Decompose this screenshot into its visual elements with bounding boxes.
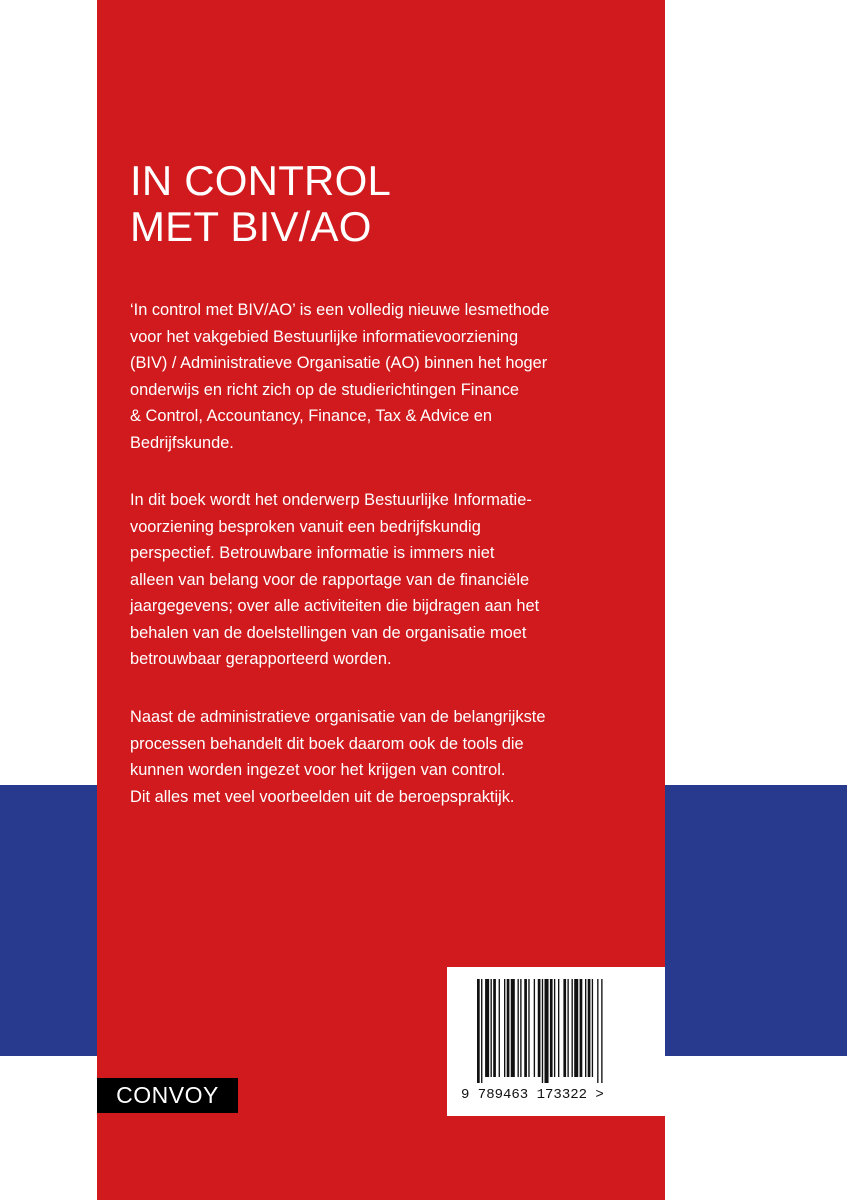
- barcode-box: [447, 967, 665, 1116]
- barcode-bar: [580, 979, 583, 1077]
- description-paragraph-3: Naast de administratieve organisatie van de belangrijkste processen behandelt dit boek daarom ook de tools die kunnen worden ingezet voor het krijgen van control. Dit alles met veel voorbeelden uit de beroepspraktijk.: [130, 708, 546, 806]
- barcode-bar: [524, 979, 527, 1077]
- book-title: [130, 158, 391, 250]
- barcode-bar: [574, 979, 578, 1077]
- barcode-bar: [485, 979, 489, 1077]
- barcode-bar: [499, 979, 500, 1077]
- barcode-bar: [558, 979, 559, 1077]
- publisher-logo: CONVOY: [97, 1078, 238, 1113]
- barcode-bar: [550, 979, 553, 1077]
- barcode-bar: [477, 979, 480, 1083]
- barcode-bar: [534, 979, 535, 1077]
- barcode-bar: [520, 979, 521, 1077]
- barcode-bar: [592, 979, 593, 1077]
- barcode-bar: [491, 979, 492, 1077]
- barcode-bar: [542, 979, 543, 1083]
- barcode-bar: [597, 979, 598, 1083]
- title-line-2: MET BIV/AO: [130, 203, 372, 250]
- barcode-bar: [563, 979, 566, 1077]
- barcode-bar: [585, 979, 586, 1077]
- barcode-bar: [518, 979, 519, 1077]
- barcode-bar: [507, 979, 510, 1077]
- barcode-bar: [511, 979, 515, 1077]
- barcode-bar: [493, 979, 496, 1077]
- barcode-bar: [601, 979, 602, 1083]
- barcode-bar: [567, 979, 568, 1077]
- barcode-bar: [504, 979, 505, 1077]
- barcode-bar: [588, 979, 591, 1077]
- barcode-icon: [477, 979, 637, 1083]
- description-paragraph-2: In dit boek wordt het onderwerp Bestuurlijke Informatie- voorziening besproken vanuit een bedrijfskundig perspectief. Betrouwbare informatie is immers niet alleen van belang voor de rapportage van de financiële jaargegevens; over alle activiteiten die bijdragen aan het behalen van de doelstellingen van de organisatie moet betrouwbaar gerapporteerd worden.: [130, 491, 540, 668]
- title-line-1: IN CONTROL: [130, 157, 392, 204]
- isbn-number: 9 789463 173322 >: [461, 1087, 604, 1103]
- barcode-bar: [538, 979, 541, 1077]
- barcode-bar: [481, 979, 482, 1083]
- description-paragraph-1: ‘In control met BIV/AO’ is een volledig nieuwe lesmethode voor het vakgebied Bestuurlijke informatievoorziening (BIV) / Administratieve Organisatie (AO) binnen het hoger onderwijs en richt zich op de studierichtingen Finance & Control, Accountancy, Finance, Tax & Advice en Bedrijfskunde.: [130, 301, 550, 452]
- barcode-bar: [528, 979, 529, 1077]
- barcode-bar: [572, 979, 573, 1077]
- barcode-bar: [545, 979, 549, 1083]
- barcode-bar: [554, 979, 555, 1077]
